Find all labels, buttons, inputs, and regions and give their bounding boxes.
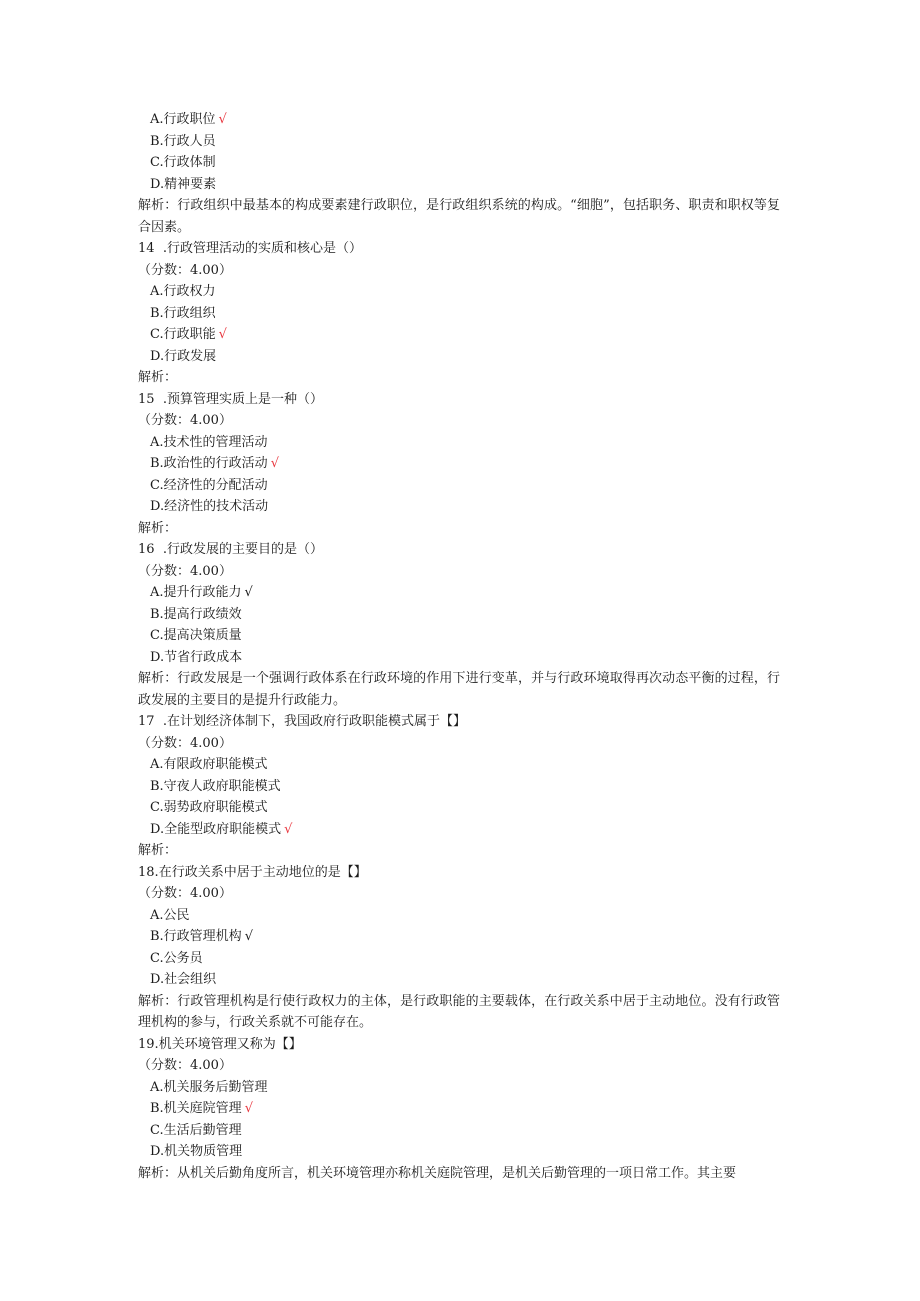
option-text: A.提升行政能力 bbox=[150, 585, 242, 600]
option-text: B.行政人员 bbox=[150, 133, 216, 149]
question-score: （分数：4.00） bbox=[138, 886, 232, 901]
option-d bbox=[138, 174, 780, 196]
correct-check-icon: √ bbox=[244, 1101, 253, 1116]
option-b bbox=[138, 1098, 780, 1120]
question-text: .预算管理实质上是一种（） bbox=[162, 391, 323, 407]
option-text: C.行政体制 bbox=[150, 155, 216, 170]
question-list bbox=[138, 109, 780, 1184]
option-text: C.提高决策质量 bbox=[150, 628, 242, 643]
option-a bbox=[138, 582, 780, 604]
question-15 bbox=[138, 389, 780, 540]
option-b bbox=[138, 926, 780, 948]
option-a bbox=[138, 754, 780, 776]
analysis: 解析：行政发展是一个强调行政体系在行政环境的作用下进行变革，并与行政环境取得再次动态平衡的过程，行政发展的主要目的是提升行政能力。 bbox=[138, 671, 780, 708]
option-text: C.经济性的分配活动 bbox=[150, 477, 268, 493]
question-number: 18. bbox=[138, 864, 159, 880]
option-c bbox=[138, 797, 780, 819]
option-b bbox=[138, 131, 780, 153]
analysis: 解析：从机关后勤角度所言，机关环境管理亦称机关庭院管理，是机关后勤管理的一项日常工作。其主要 bbox=[138, 1165, 737, 1181]
option-text: A.行政权力 bbox=[150, 284, 216, 299]
option-text: A.技术性的管理活动 bbox=[150, 434, 268, 450]
option-a bbox=[138, 1077, 780, 1099]
question-number: 17 bbox=[138, 714, 155, 729]
prev-question-tail bbox=[138, 109, 780, 238]
option-d bbox=[138, 819, 780, 841]
question-18 bbox=[138, 862, 780, 1034]
option-d bbox=[138, 969, 780, 991]
option-text: A.行政职位 bbox=[150, 112, 216, 127]
question-text: .在计划经济体制下，我国政府行政职能模式属于【】 bbox=[162, 714, 466, 729]
option-c bbox=[138, 475, 780, 497]
option-c bbox=[138, 948, 780, 970]
question-text: 在行政关系中居于主动地位的是【】 bbox=[158, 864, 367, 880]
question-text: .行政管理活动的实质和核心是（） bbox=[162, 241, 362, 256]
question-stem bbox=[138, 539, 780, 561]
option-text: A.有限政府职能模式 bbox=[150, 757, 268, 772]
option-text: C.公务员 bbox=[150, 950, 203, 966]
option-b bbox=[138, 303, 780, 325]
option-text: B.机关庭院管理 bbox=[150, 1101, 242, 1116]
option-text: A.公民 bbox=[150, 907, 190, 923]
option-text: D.机关物质管理 bbox=[150, 1144, 243, 1159]
question-text: 机关环境管理又称为【】 bbox=[158, 1036, 302, 1052]
question-number: 14 bbox=[138, 241, 155, 256]
option-text: B.提高行政绩效 bbox=[150, 606, 242, 622]
option-text: D.经济性的技术活动 bbox=[150, 499, 269, 514]
question-stem bbox=[138, 238, 780, 260]
question-stem bbox=[138, 862, 780, 884]
question-number: 19. bbox=[138, 1036, 159, 1052]
option-text: B.行政管理机构 bbox=[150, 929, 242, 944]
correct-check-icon: √ bbox=[244, 929, 253, 944]
option-text: C.生活后勤管理 bbox=[150, 1122, 242, 1138]
question-14 bbox=[138, 238, 780, 389]
option-b bbox=[138, 604, 780, 626]
option-text: D.精神要素 bbox=[150, 176, 217, 192]
option-a bbox=[138, 905, 780, 927]
question-number: 16 bbox=[138, 542, 155, 557]
option-d bbox=[138, 1141, 780, 1163]
analysis: 解析： bbox=[138, 520, 178, 536]
correct-check-icon: √ bbox=[244, 585, 253, 600]
option-text: D.社会组织 bbox=[150, 972, 217, 987]
question-number: 15 bbox=[138, 391, 155, 407]
question-19 bbox=[138, 1034, 780, 1185]
correct-check-icon: √ bbox=[218, 112, 227, 127]
question-stem bbox=[138, 711, 780, 733]
analysis: 解析：行政组织中最基本的构成要素建行政职位，是行政组织系统的构成。“细胞”，包括职务、职责和职权等复合因素。 bbox=[138, 198, 780, 235]
option-text: B.守夜人政府职能模式 bbox=[150, 778, 281, 794]
question-score: （分数：4.00） bbox=[138, 262, 232, 278]
option-d bbox=[138, 496, 780, 518]
analysis: 解析： bbox=[138, 843, 178, 858]
option-text: B.政治性的行政活动 bbox=[150, 456, 268, 471]
correct-check-icon: √ bbox=[270, 456, 279, 471]
option-text: B.行政组织 bbox=[150, 305, 216, 321]
correct-check-icon: √ bbox=[284, 821, 293, 837]
correct-check-icon: √ bbox=[218, 327, 227, 342]
option-c bbox=[138, 625, 780, 647]
option-text: A.机关服务后勤管理 bbox=[150, 1079, 268, 1095]
option-a bbox=[138, 281, 780, 303]
question-text: .行政发展的主要目的是（） bbox=[162, 542, 323, 557]
option-text: C.行政职能 bbox=[150, 327, 216, 342]
question-score: （分数：4.00） bbox=[138, 735, 232, 751]
question-score: （分数：4.00） bbox=[138, 1058, 232, 1073]
question-stem bbox=[138, 389, 780, 411]
option-a bbox=[138, 109, 780, 131]
option-text: C.弱势政府职能模式 bbox=[150, 800, 268, 815]
option-c bbox=[138, 1120, 780, 1142]
option-d bbox=[138, 346, 780, 368]
question-score: （分数：4.00） bbox=[138, 563, 232, 579]
option-b bbox=[138, 776, 780, 798]
option-c bbox=[138, 324, 780, 346]
option-text: D.全能型政府职能模式 bbox=[150, 821, 282, 837]
question-stem bbox=[138, 1034, 780, 1056]
analysis: 解析： bbox=[138, 370, 178, 385]
question-17 bbox=[138, 711, 780, 862]
option-d bbox=[138, 647, 780, 669]
option-text: D.行政发展 bbox=[150, 348, 217, 364]
question-16 bbox=[138, 539, 780, 711]
option-text: D.节省行政成本 bbox=[150, 649, 243, 665]
question-score: （分数：4.00） bbox=[138, 413, 232, 428]
option-a bbox=[138, 432, 780, 454]
option-b bbox=[138, 453, 780, 475]
analysis: 解析：行政管理机构是行使行政权力的主体，是行政职能的主要载体，在行政关系中居于主动地位。没有行政管理机构的参与，行政关系就不可能存在。 bbox=[138, 993, 780, 1030]
option-c bbox=[138, 152, 780, 174]
